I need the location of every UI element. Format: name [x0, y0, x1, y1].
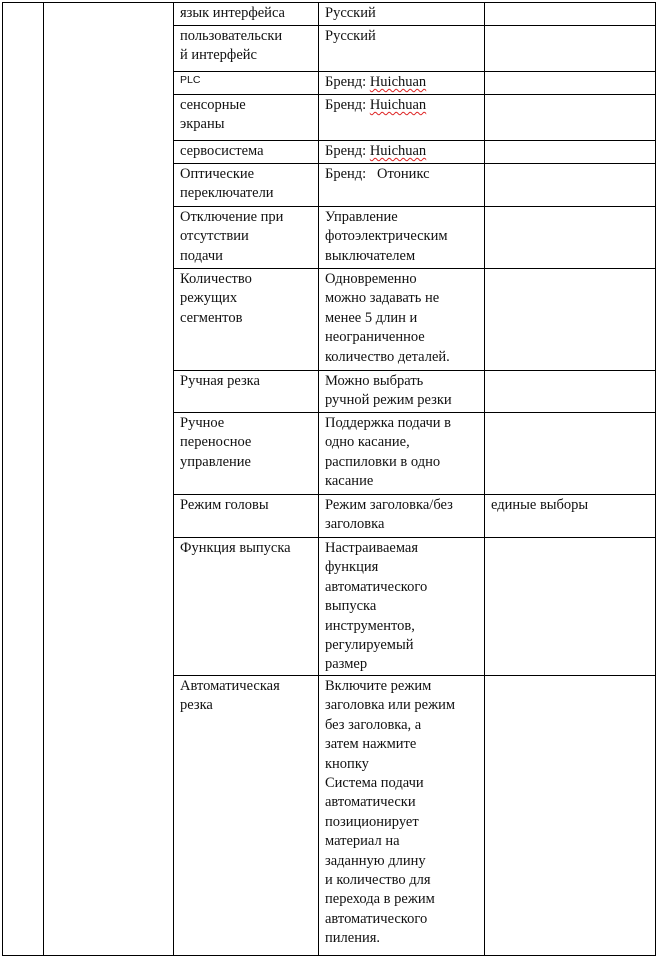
- row-label: [174, 3, 319, 26]
- value-line: заголовка или режим: [325, 697, 456, 714]
- value-line: затем нажмите: [325, 736, 417, 753]
- row-label: [174, 72, 319, 95]
- label-line: Ручное: [180, 415, 225, 431]
- value-line: Включите режим: [325, 678, 432, 694]
- label-line: пользовательски: [180, 28, 283, 44]
- label-line: Оптические: [180, 166, 255, 182]
- label-line: PLC: [180, 74, 201, 86]
- row-value: [319, 164, 485, 207]
- value-line: автоматически: [325, 794, 416, 811]
- label-line: Режим головы: [180, 497, 269, 513]
- value-line: выключателем: [325, 247, 416, 264]
- value-line: материал на: [325, 833, 400, 850]
- row-value: [319, 95, 485, 141]
- value-line: автоматического: [325, 578, 428, 595]
- row-value: [319, 413, 485, 495]
- row-extra: [485, 26, 656, 72]
- label-line: режущих: [180, 290, 238, 307]
- value-line: автоматического: [325, 910, 428, 927]
- value-line: регулируемый: [325, 637, 414, 654]
- row-extra: [485, 495, 656, 538]
- value-line: одно касание,: [325, 434, 410, 451]
- row-extra: [485, 207, 656, 269]
- row-value: [319, 495, 485, 538]
- row-label: [174, 141, 319, 164]
- row-extra: [485, 538, 656, 676]
- blank-column-2: [44, 3, 174, 956]
- row-extra: [485, 95, 656, 141]
- row-value: [319, 371, 485, 413]
- row-extra: [485, 164, 656, 207]
- brand-name: Huichuan: [369, 97, 427, 113]
- value-line: Можно выбрать: [325, 373, 424, 389]
- label-line: Автоматическая: [180, 678, 280, 694]
- value-line: Одновременно: [325, 271, 417, 287]
- row-extra: [485, 676, 656, 956]
- value-line: кнопку: [325, 755, 369, 772]
- value-line: Режим заголовка/без: [325, 497, 453, 513]
- value-line: Русский: [325, 5, 376, 21]
- value-prefix: Бренд:: [325, 143, 370, 159]
- value-line: менее 5 длин и: [325, 309, 418, 326]
- value-line: неограниченное: [325, 329, 425, 346]
- row-extra: [485, 269, 656, 371]
- row-value: [319, 269, 485, 371]
- row-label: [174, 269, 319, 371]
- value-line: и количество для: [325, 872, 431, 889]
- value-line: касание: [325, 473, 374, 490]
- label-line: экраны: [180, 116, 225, 133]
- row-value: [319, 3, 485, 26]
- label-line: отсутствии: [180, 228, 249, 245]
- value-line: заголовка: [325, 516, 385, 533]
- row-value: [319, 72, 485, 95]
- value-line: пиления.: [325, 930, 381, 947]
- label-line: сенсорные: [180, 97, 246, 113]
- row-extra: [485, 72, 656, 95]
- brand-name: Huichuan: [369, 74, 427, 90]
- value-line: заданную длину: [325, 852, 426, 869]
- row-extra: [485, 413, 656, 495]
- value-line: Русский: [325, 28, 376, 44]
- value-line: функция: [325, 559, 379, 576]
- value-line: размер: [325, 656, 368, 673]
- value-line: выпуска: [325, 598, 377, 615]
- label-line: сегментов: [180, 309, 243, 326]
- value-line: позиционирует: [325, 813, 419, 830]
- table-row: [3, 3, 656, 26]
- extra-text: единые выборы: [491, 497, 589, 513]
- label-line: й интерфейс: [180, 47, 257, 64]
- value-line: количество деталей.: [325, 348, 450, 365]
- spec-table: [2, 2, 656, 956]
- row-label: [174, 676, 319, 956]
- value-line: инструментов,: [325, 617, 415, 634]
- value-line: Поддержка подачи в: [325, 415, 451, 431]
- value-line: Бренд: Отоникс: [325, 166, 430, 182]
- label-line: переносное: [180, 434, 252, 451]
- value-line: Настраиваемая: [325, 540, 419, 556]
- value-prefix: Бренд:: [325, 97, 370, 113]
- value-line: можно задавать не: [325, 290, 440, 307]
- label-line: сервосистема: [180, 143, 264, 159]
- row-label: [174, 538, 319, 676]
- row-value: [319, 26, 485, 72]
- label-line: резка: [180, 697, 213, 714]
- value-line: без заголовка, а: [325, 716, 422, 733]
- label-line: Количество: [180, 271, 252, 287]
- row-extra: [485, 141, 656, 164]
- row-value: [319, 676, 485, 956]
- value-line: перехода в режим: [325, 891, 435, 908]
- label-line: подачи: [180, 247, 223, 264]
- row-label: [174, 26, 319, 72]
- value-line: Система подачи: [325, 775, 424, 792]
- row-value: [319, 207, 485, 269]
- row-label: [174, 164, 319, 207]
- blank-column-1: [3, 3, 44, 956]
- value-prefix: Бренд:: [325, 74, 370, 90]
- row-label: [174, 95, 319, 141]
- brand-name: Huichuan: [369, 143, 427, 159]
- row-extra: [485, 3, 656, 26]
- label-line: управление: [180, 453, 251, 470]
- row-extra: [485, 371, 656, 413]
- row-label: [174, 207, 319, 269]
- label-line: Отключение при: [180, 209, 284, 225]
- row-label: [174, 413, 319, 495]
- value-line: Управление: [325, 209, 398, 225]
- label-line: переключатели: [180, 185, 274, 202]
- label-line: Ручная резка: [180, 373, 260, 389]
- row-label: [174, 371, 319, 413]
- value-line: ручной режим резки: [325, 392, 452, 409]
- value-line: распиловки в одно: [325, 453, 441, 470]
- row-value: [319, 538, 485, 676]
- row-label: [174, 495, 319, 538]
- label-line: язык интерфейса: [180, 5, 285, 21]
- row-value: [319, 141, 485, 164]
- value-line: фотоэлектрическим: [325, 228, 448, 245]
- label-line: Функция выпуска: [180, 540, 291, 556]
